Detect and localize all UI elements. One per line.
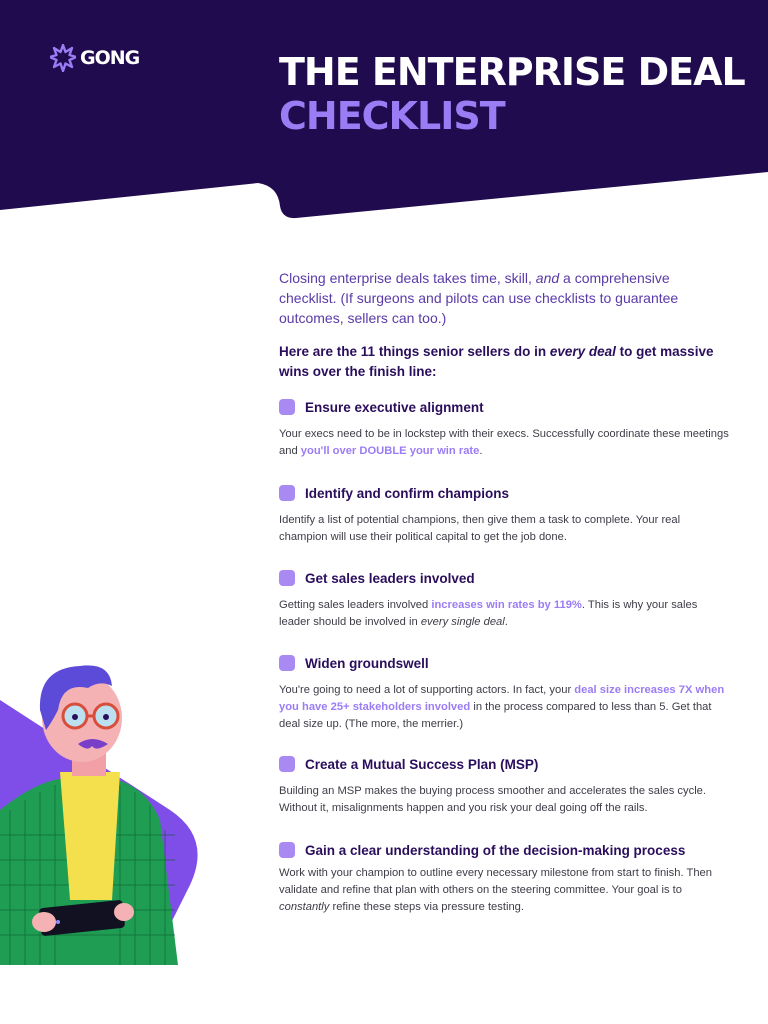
item-text: Work with your champion to outline every necessary milestone from start to finish. Then validate and refine that plan with others on the steering committee. Your goal is to	[279, 867, 712, 896]
item-title: Create a Mutual Success Plan (MSP)	[305, 756, 539, 772]
logo-wordmark: GONG	[80, 47, 140, 69]
checklist-item	[279, 842, 729, 916]
checkbox-icon[interactable]	[279, 655, 295, 671]
item-body: Identify a list of potential champions, then give them a task to complete. Your real champion will use their political capital to get the job done.	[279, 514, 681, 543]
lead-paragraph	[279, 342, 729, 382]
salesperson-illustration	[0, 660, 210, 970]
item-text: .	[504, 616, 508, 628]
checkbox-icon[interactable]	[279, 756, 295, 772]
gong-burst-icon	[50, 44, 76, 72]
gong-logo	[50, 44, 139, 72]
intro-text-a: Closing enterprise deals takes time, skill,	[279, 270, 536, 286]
item-text: refine these steps via pressure testing.	[329, 901, 525, 913]
checkbox-icon[interactable]	[279, 842, 295, 858]
item-highlight-link[interactable]: you'll over DOUBLE your win rate	[300, 445, 480, 457]
item-body	[279, 865, 729, 916]
intro-section	[279, 268, 729, 382]
item-text: in the process compared to less than 5. Get that deal size up. (The more, the merrier.)	[279, 701, 712, 730]
item-title: Widen groundswell	[305, 655, 429, 671]
intro-paragraph	[279, 268, 729, 328]
item-highlight-link[interactable]: deal size increases 7X when you have 25+ stakeholders involved	[279, 684, 725, 713]
page-title	[279, 50, 745, 138]
checkbox-icon[interactable]	[279, 570, 295, 586]
item-emphasis: every single deal	[420, 616, 505, 628]
item-text: . This is why your sales leader should be involved in	[279, 599, 698, 628]
item-body	[279, 597, 729, 631]
checklist-item	[279, 655, 729, 733]
item-body: Building an MSP makes the buying process smoother and accelerates the sales cycle. Without it, misalignments happen and you risk your deal going off the rails.	[279, 785, 707, 814]
item-title: Ensure executive alignment	[305, 399, 484, 415]
lead-text-a: Here are the 11 things senior sellers do in	[279, 344, 550, 359]
item-body	[279, 682, 729, 733]
item-text: Getting sales leaders involved	[279, 599, 432, 611]
lead-text-b: to get massive wins over the finish line:	[279, 344, 714, 379]
checklist-item	[279, 756, 729, 817]
checklist-item	[279, 570, 729, 631]
checklist-item	[279, 485, 729, 546]
item-title: Identify and confirm champions	[305, 485, 510, 501]
intro-text-b: a comprehensive checklist. (If surgeons and pilots can use checklists to guarantee outcomes, sellers can too.)	[279, 270, 679, 326]
item-text: Your execs need to be in lockstep with their execs. Successfully coordinate these meetings and	[279, 428, 729, 457]
intro-emphasis: and	[535, 270, 560, 286]
item-emphasis: constantly	[279, 901, 330, 913]
item-text: You're going to need a lot of supporting actors. In fact, your	[279, 684, 575, 696]
item-title: Get sales leaders involved	[305, 570, 475, 586]
title-line-1: THE ENTERPRISE DEAL	[279, 50, 745, 94]
checkbox-icon[interactable]	[279, 399, 295, 415]
item-title: Gain a clear understanding of the decision-making process	[305, 842, 686, 858]
title-line-2: CHECKLIST	[279, 94, 505, 138]
checkbox-icon[interactable]	[279, 485, 295, 501]
lead-emphasis: every deal	[549, 344, 616, 359]
item-highlight-link[interactable]: increases win rates by 119%	[431, 599, 582, 611]
checklist-item	[279, 399, 729, 460]
item-body	[279, 426, 729, 460]
item-text: .	[479, 445, 483, 457]
